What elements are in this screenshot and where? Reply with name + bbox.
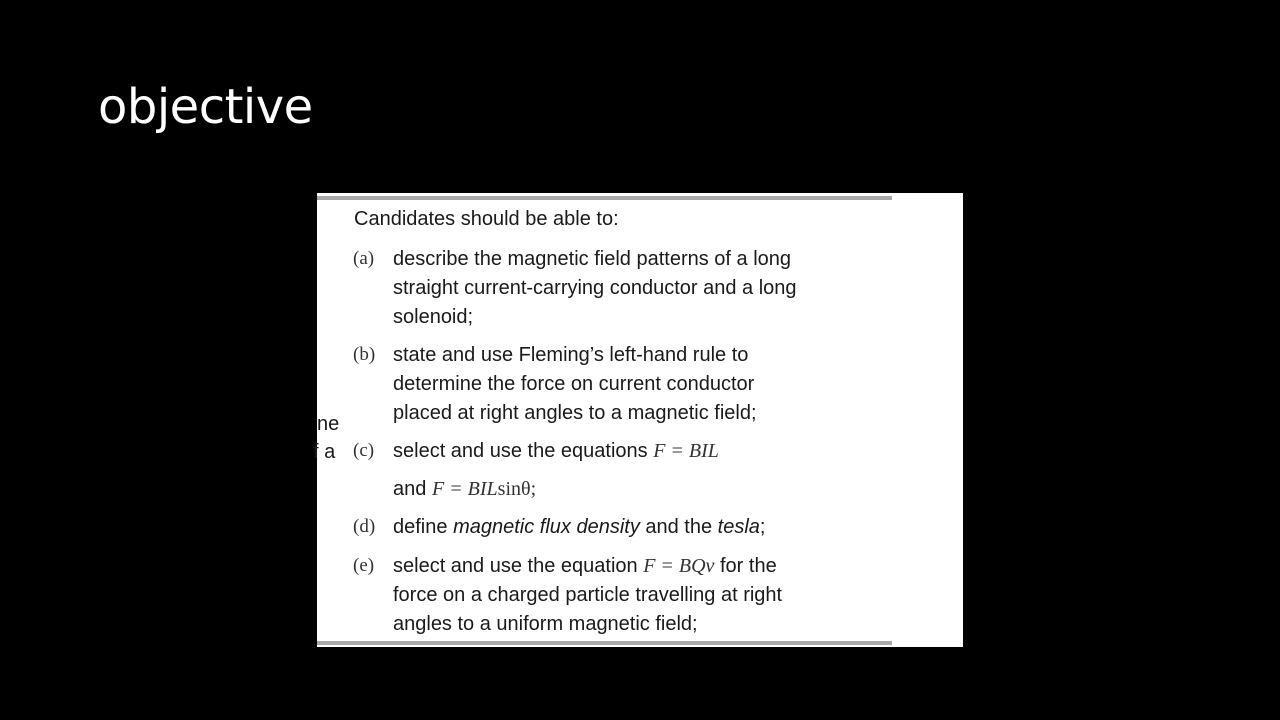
item-line: determine the force on current conductor [393, 373, 755, 395]
item-line [393, 513, 765, 541]
item-label: (d) [353, 516, 376, 537]
equation: F = BIL [431, 478, 498, 500]
syllabus-excerpt-image [313, 193, 963, 647]
item-line: angles to a uniform magnetic field; [393, 613, 698, 635]
bottom-rule [317, 641, 892, 645]
top-rule [317, 196, 892, 200]
item-line [393, 437, 719, 465]
item-line: describe the magnetic field patterns of a long [393, 248, 792, 270]
item-line: placed at right angles to a magnetic field; [393, 402, 757, 424]
item-text: ; [759, 516, 766, 538]
item-line: solenoid; [393, 306, 474, 328]
slide-title: objective [98, 79, 313, 135]
emphasis-term: tesla [717, 516, 760, 538]
item-line [393, 552, 777, 580]
intro-text: Candidates should be able to: [354, 208, 619, 230]
item-text: for the [714, 555, 777, 577]
item-label: (e) [353, 555, 375, 576]
emphasis-term: magnetic flux density [453, 516, 640, 538]
item-text: define [393, 516, 454, 538]
item-label: (c) [353, 440, 375, 461]
item-text: and [393, 478, 432, 500]
item-line [393, 475, 536, 503]
item-line: force on a charged particle travelling at right [393, 584, 783, 606]
item-text: and the [639, 516, 718, 538]
cropped-fragment: f a [313, 441, 336, 463]
item-text: select and use the equation [393, 555, 644, 577]
item-label: (a) [353, 248, 375, 269]
equation: F = BQv [643, 555, 715, 577]
equation: F = BIL [653, 440, 719, 462]
equation-suffix: sinθ; [497, 478, 537, 500]
item-text: select and use the equations [393, 440, 654, 462]
item-line: state and use Fleming’s left-hand rule to [393, 344, 749, 366]
item-line: straight current-carrying conductor and a long [393, 277, 797, 299]
cropped-fragment: ne [317, 413, 340, 435]
item-label: (b) [353, 344, 376, 365]
